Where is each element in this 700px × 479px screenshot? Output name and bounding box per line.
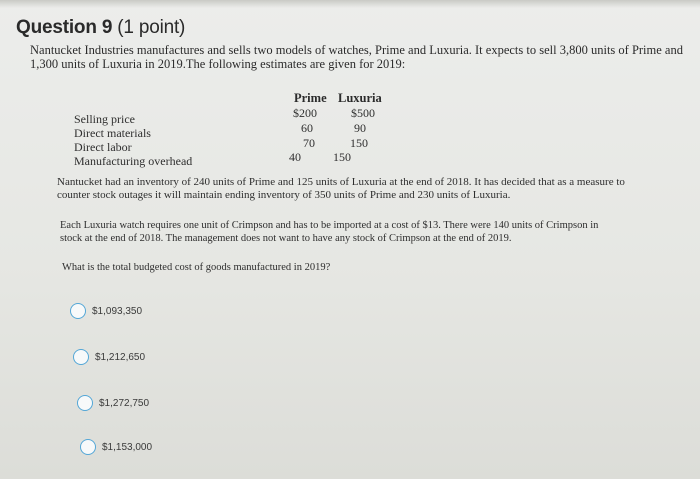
question-intro: [30, 43, 698, 71]
cell-prime-direct-labor: 70: [303, 136, 315, 150]
radio-button[interactable]: [73, 349, 89, 365]
row-label-selling-price: Selling price: [74, 112, 135, 126]
question-points: (1 point): [117, 17, 186, 38]
intro-line: 1,300 units of Luxuria in 2019.The following estimates are given for 2019:: [30, 57, 406, 71]
cell-luxuria-direct-materials: 90: [354, 121, 366, 135]
question-prompt: What is the total budgeted cost of goods manufactured in 2019?: [62, 262, 331, 273]
row-label-direct-labor: Direct labor: [74, 140, 132, 154]
paragraph-line: Each Luxuria watch requires one unit of Crimpson and has to be imported at a cost of $13. There were 140 units of Crimpson in: [60, 220, 599, 231]
answer-option-1[interactable]: [70, 303, 142, 319]
radio-button[interactable]: [80, 439, 96, 455]
cell-luxuria-manufacturing-overhead: 150: [333, 150, 351, 164]
row-label-manufacturing-overhead: Manufacturing overhead: [74, 154, 193, 168]
answer-option-3[interactable]: [77, 395, 149, 411]
inventory-paragraph: [57, 176, 697, 202]
radio-button[interactable]: [70, 303, 86, 319]
column-header-luxuria: Luxuria: [338, 91, 382, 105]
cell-prime-direct-materials: 60: [301, 121, 313, 135]
intro-line: Nantucket Industries manufactures and sells two models of watches, Prime and Luxuria. It expects to sell 3,800 units of Prime and: [30, 43, 683, 57]
question-title: [16, 17, 185, 39]
answer-option-label: $1,153,000: [102, 441, 153, 453]
cell-prime-manufacturing-overhead: 40: [289, 150, 301, 164]
radio-button[interactable]: [77, 395, 93, 411]
row-label-direct-materials: Direct materials: [74, 126, 151, 140]
paragraph-line: counter stock outages it will maintain ending inventory of 350 units of Prime and 230 units of Luxuria.: [57, 189, 511, 201]
column-header-prime: Prime: [294, 91, 327, 105]
answer-option-2[interactable]: [73, 349, 145, 365]
answer-option-label: $1,093,350: [92, 305, 143, 317]
cell-luxuria-selling-price: $500: [351, 106, 375, 120]
paragraph-line: stock at the end of 2018. The management does not want to have any stock of Crimpson at the end of 2019.: [60, 233, 512, 244]
crimpson-paragraph: [60, 219, 700, 245]
cell-prime-selling-price: $200: [293, 106, 317, 120]
paragraph-line: Nantucket had an inventory of 240 units of Prime and 125 units of Luxuria at the end of 2018. It has decided that as a measure to: [57, 176, 625, 188]
top-shadow: [0, 0, 700, 8]
answer-option-label: $1,212,650: [95, 351, 146, 363]
answer-option-label: $1,272,750: [99, 397, 150, 409]
answer-option-4[interactable]: [80, 439, 152, 455]
cell-luxuria-direct-labor: 150: [350, 136, 368, 150]
question-number: Question 9: [16, 17, 113, 38]
